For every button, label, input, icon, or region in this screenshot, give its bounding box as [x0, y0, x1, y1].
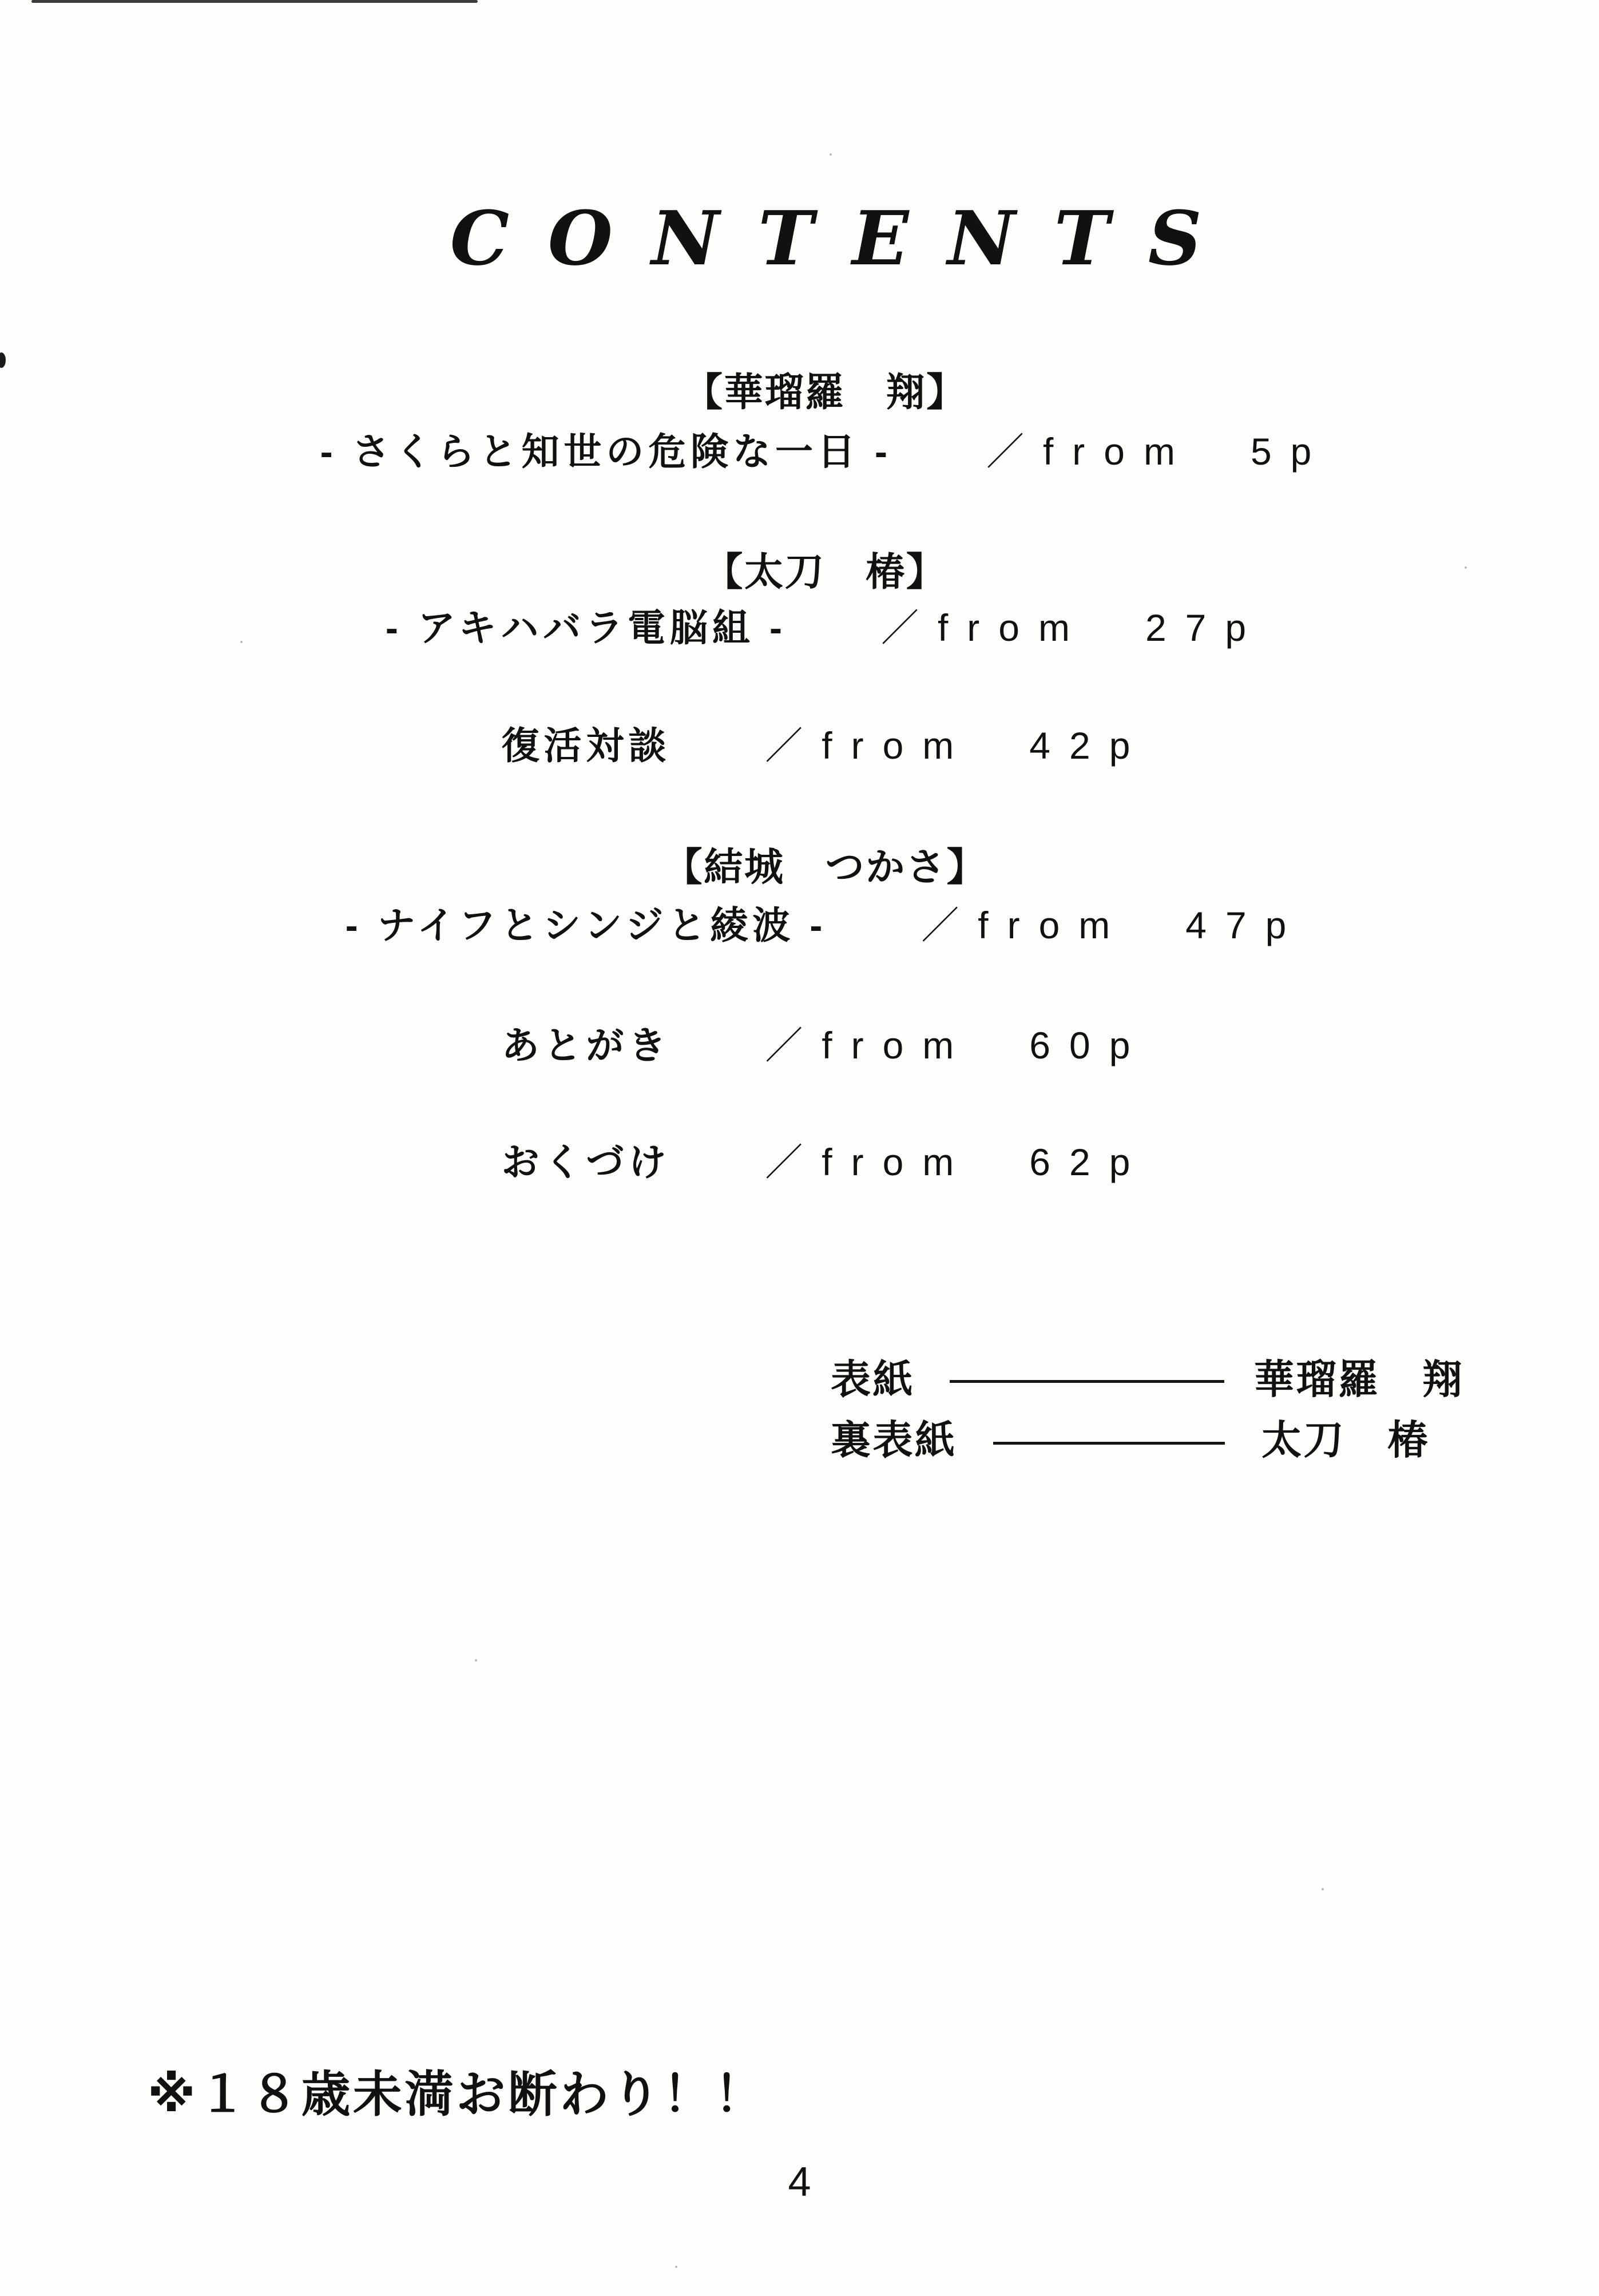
- scan-speck: [830, 153, 832, 156]
- toc-entry: [26, 430, 1599, 473]
- toc-entry-title: - アキハバラ電脳組 -: [385, 606, 787, 649]
- credit-name: 太刀 椿: [1261, 1418, 1430, 1462]
- toc-entry: [26, 906, 1599, 944]
- toc-entry: [26, 1143, 1599, 1181]
- toc-section-heading: 【華瑠羅 翔】: [683, 371, 967, 414]
- toc-entry: [26, 606, 1599, 649]
- scan-artifact-top-edge: [31, 0, 478, 3]
- credit-label: 表紙: [831, 1357, 915, 1402]
- page-number: 4: [788, 2159, 811, 2205]
- page-title: CONTENTS: [450, 195, 1241, 282]
- toc-entry-page-ref: ／from 47p: [921, 904, 1306, 946]
- toc-entry: [26, 1026, 1599, 1064]
- toc-entry-page-ref: ／from 60p: [765, 1024, 1149, 1066]
- toc-entry-page-ref: ／from 5p: [986, 430, 1331, 473]
- scan-speck: [1322, 1888, 1324, 1890]
- credit-name: 華瑠羅 翔: [1254, 1357, 1465, 1402]
- toc-entry-title: - さくらと知世の危険な一日 -: [320, 430, 892, 473]
- toc-entry-page-ref: ／from 62p: [765, 1141, 1149, 1183]
- toc-section-heading: 【太刀 椿】: [704, 550, 947, 594]
- age-restriction-warning: ※１８歳未満お断わり！！: [148, 2067, 767, 2122]
- toc-entry: [26, 724, 1599, 767]
- toc-entry-title: 復活対談: [501, 724, 671, 767]
- scan-speck: [475, 1659, 477, 1661]
- credit-label: 裏表紙: [831, 1418, 957, 1462]
- toc-entry-title: - ナイフとシンジと綾波 -: [345, 904, 827, 946]
- toc-entry-title: おくづけ: [501, 1141, 671, 1183]
- toc-entry-page-ref: ／from 27p: [880, 606, 1265, 649]
- credit-rule: [993, 1442, 1225, 1445]
- toc-section-heading: 【結城 つかさ】: [663, 846, 987, 889]
- toc-entry-title: あとがき: [501, 1024, 671, 1066]
- scan-speck: [675, 2266, 677, 2268]
- scan-artifact-left-blob: [0, 352, 6, 368]
- credit-rule: [950, 1380, 1224, 1383]
- toc-entry-page-ref: ／from 42p: [765, 724, 1149, 767]
